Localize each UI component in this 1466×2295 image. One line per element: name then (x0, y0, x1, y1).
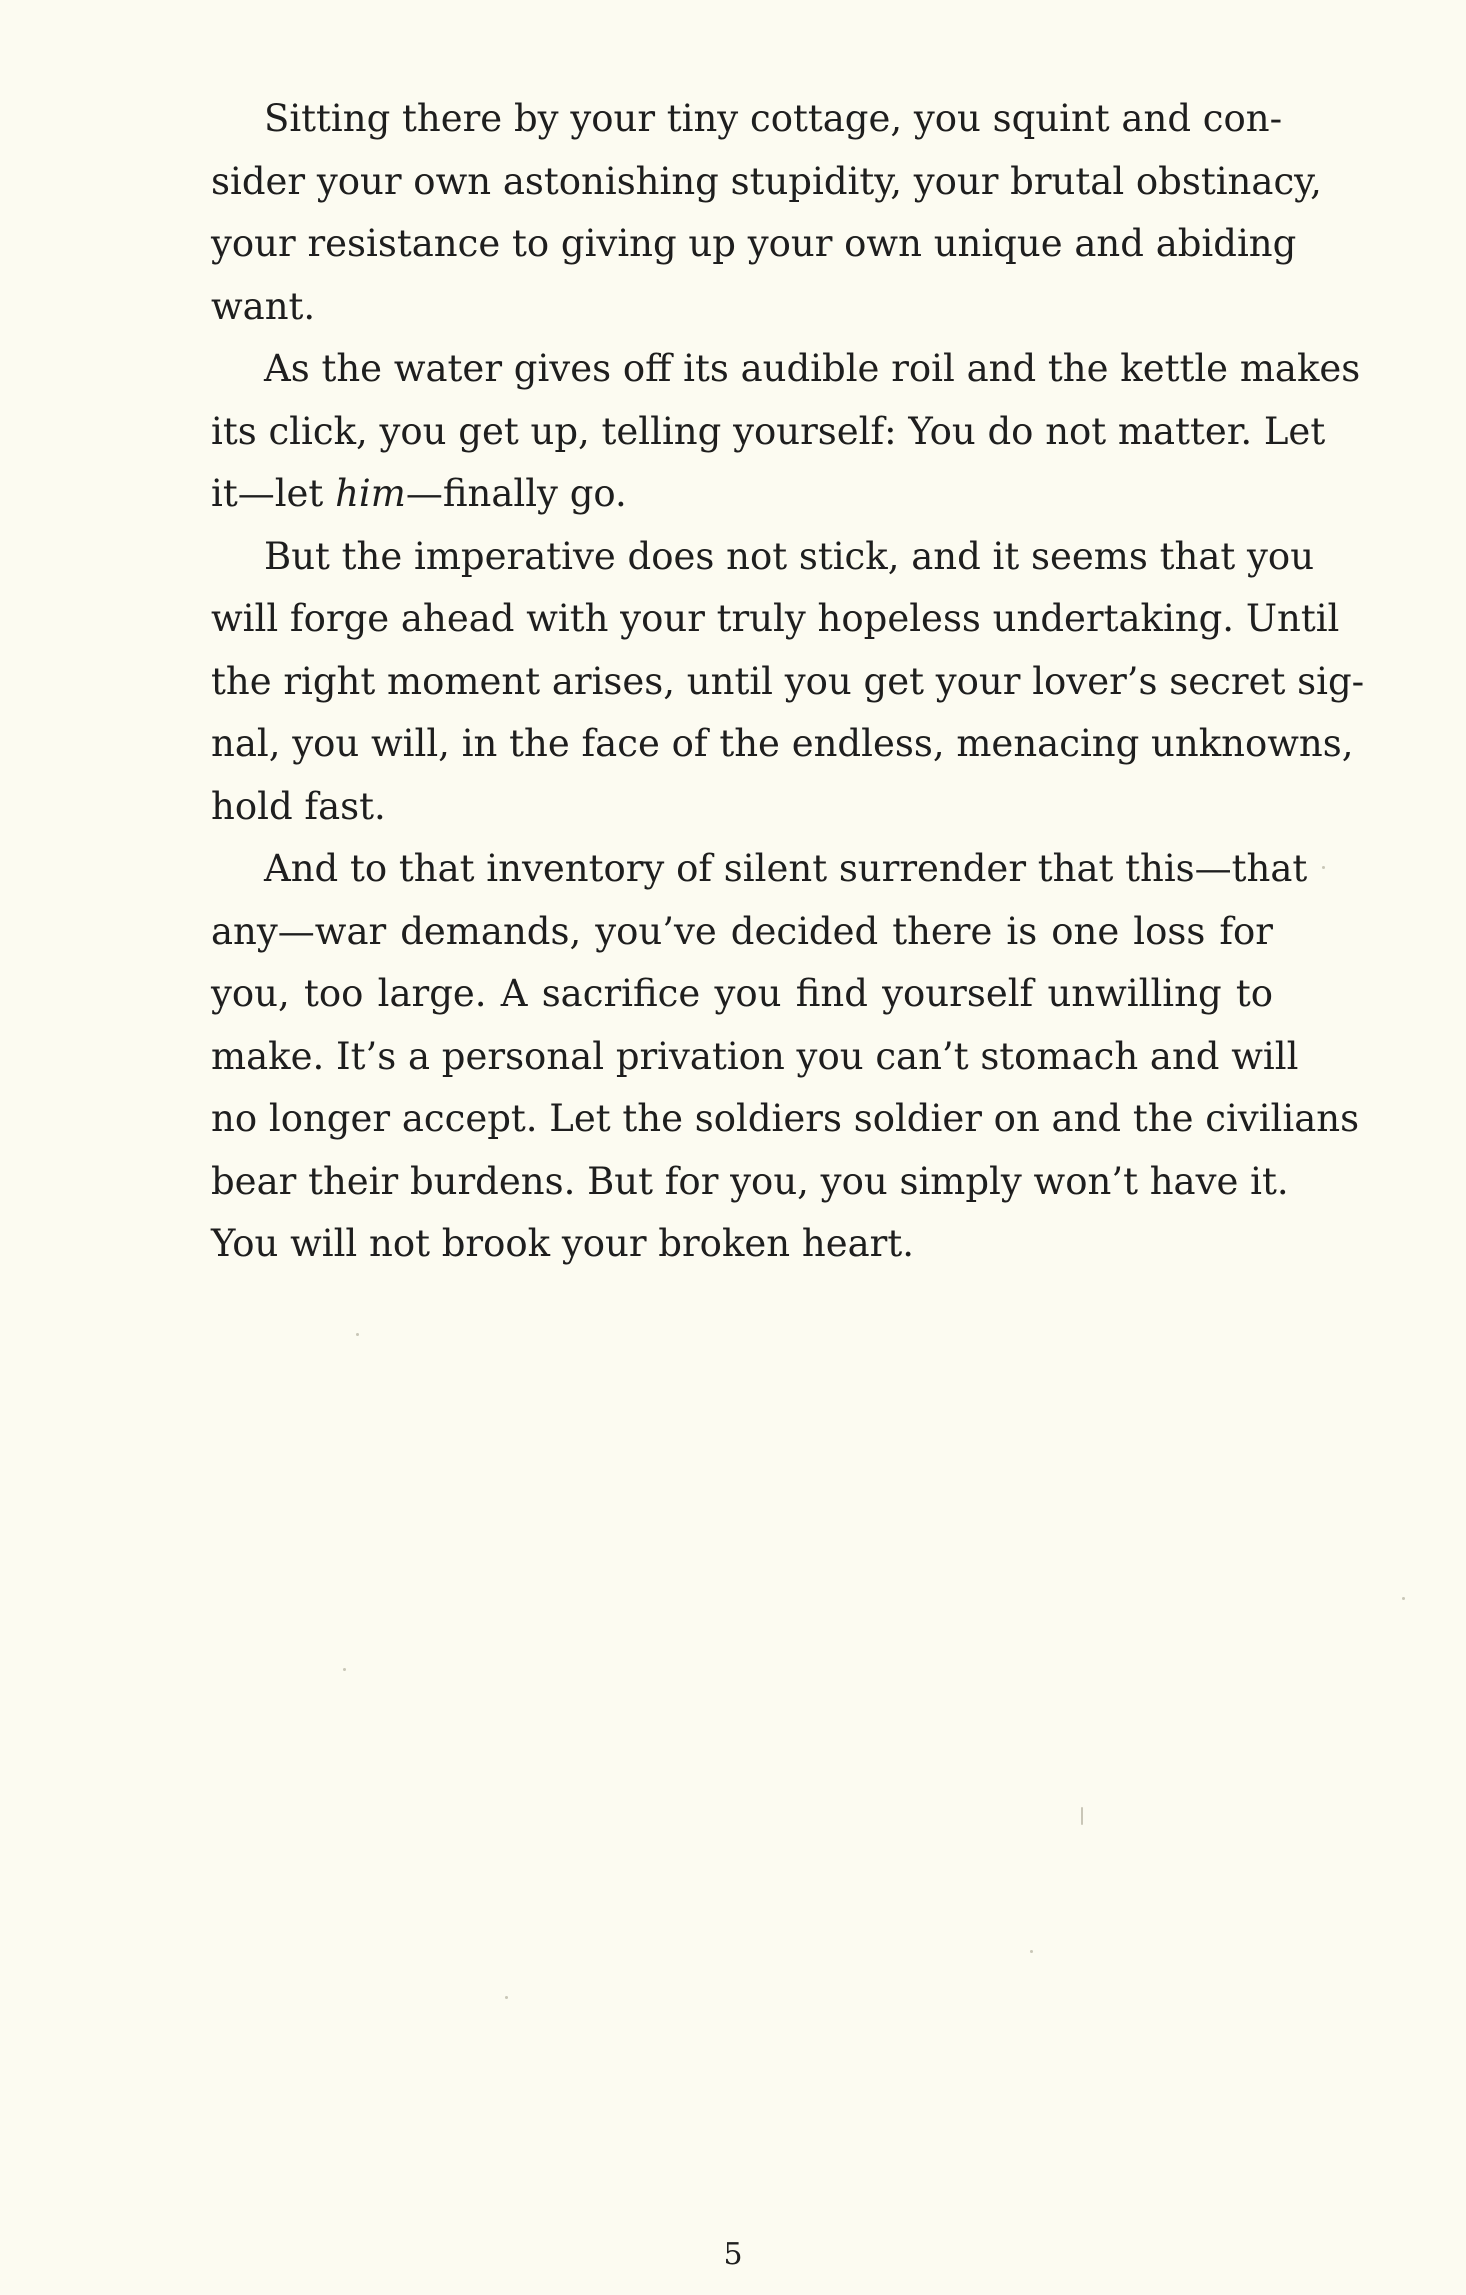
paper-speck (356, 1333, 359, 1336)
text-line: your resistance to giving up your own unique and abiding (211, 222, 1297, 265)
text-line: bear their burdens. But for you, you simply won’t have it. (211, 1159, 1289, 1203)
text-line: As the water gives off its audible roil and the kettle makes (264, 347, 1361, 390)
text-line: But the imperative does not stick, and it seems that you (264, 534, 1315, 578)
paper-speck (1081, 1807, 1083, 1825)
text-line-with-emphasis: it—let him—finally go. (211, 472, 627, 515)
text-line: nal, you will, in the face of the endless, menacing unknowns, (211, 722, 1354, 765)
text-line: you, too large. A sacrifice you find yourself unwilling to (211, 972, 1273, 1015)
paragraph-2 (211, 338, 1361, 526)
text-line: no longer accept. Let the soldiers soldier on and the civilians (211, 1097, 1360, 1140)
paper-speck (1322, 866, 1325, 869)
text-line: want. (211, 284, 316, 328)
text-line: And to that inventory of silent surrender that this—that (264, 847, 1308, 890)
paragraph-4 (211, 838, 1360, 1276)
paragraph-1 (211, 88, 1322, 338)
text-line: hold fast. (211, 784, 386, 828)
text-line: sider your own astonishing stupidity, your brutal obstinacy, (211, 159, 1322, 203)
page-number: 5 (723, 2237, 743, 2272)
paragraph-3 (211, 526, 1365, 839)
paper-speck (1402, 1597, 1405, 1600)
text-line: its click, you get up, telling yourself: You do not matter. Let (211, 409, 1326, 453)
emphasized-word: him (335, 472, 406, 515)
text-line: You will not brook your broken heart. (211, 1222, 914, 1265)
paper-speck (505, 1996, 508, 1999)
text-line: Sitting there by your tiny cottage, you squint and con- (264, 97, 1283, 140)
text-line: any—war demands, you’ve decided there is one loss for (211, 909, 1273, 953)
text-line: make. It’s a personal privation you can’t stomach and will (211, 1034, 1299, 1078)
text-line: will forge ahead with your truly hopeless undertaking. Until (211, 597, 1340, 640)
text-line: the right moment arises, until you get your lover’s secret sig- (211, 659, 1365, 703)
paper-speck (1030, 1950, 1033, 1953)
body-text (211, 88, 1365, 1276)
paper-speck (343, 1668, 346, 1671)
